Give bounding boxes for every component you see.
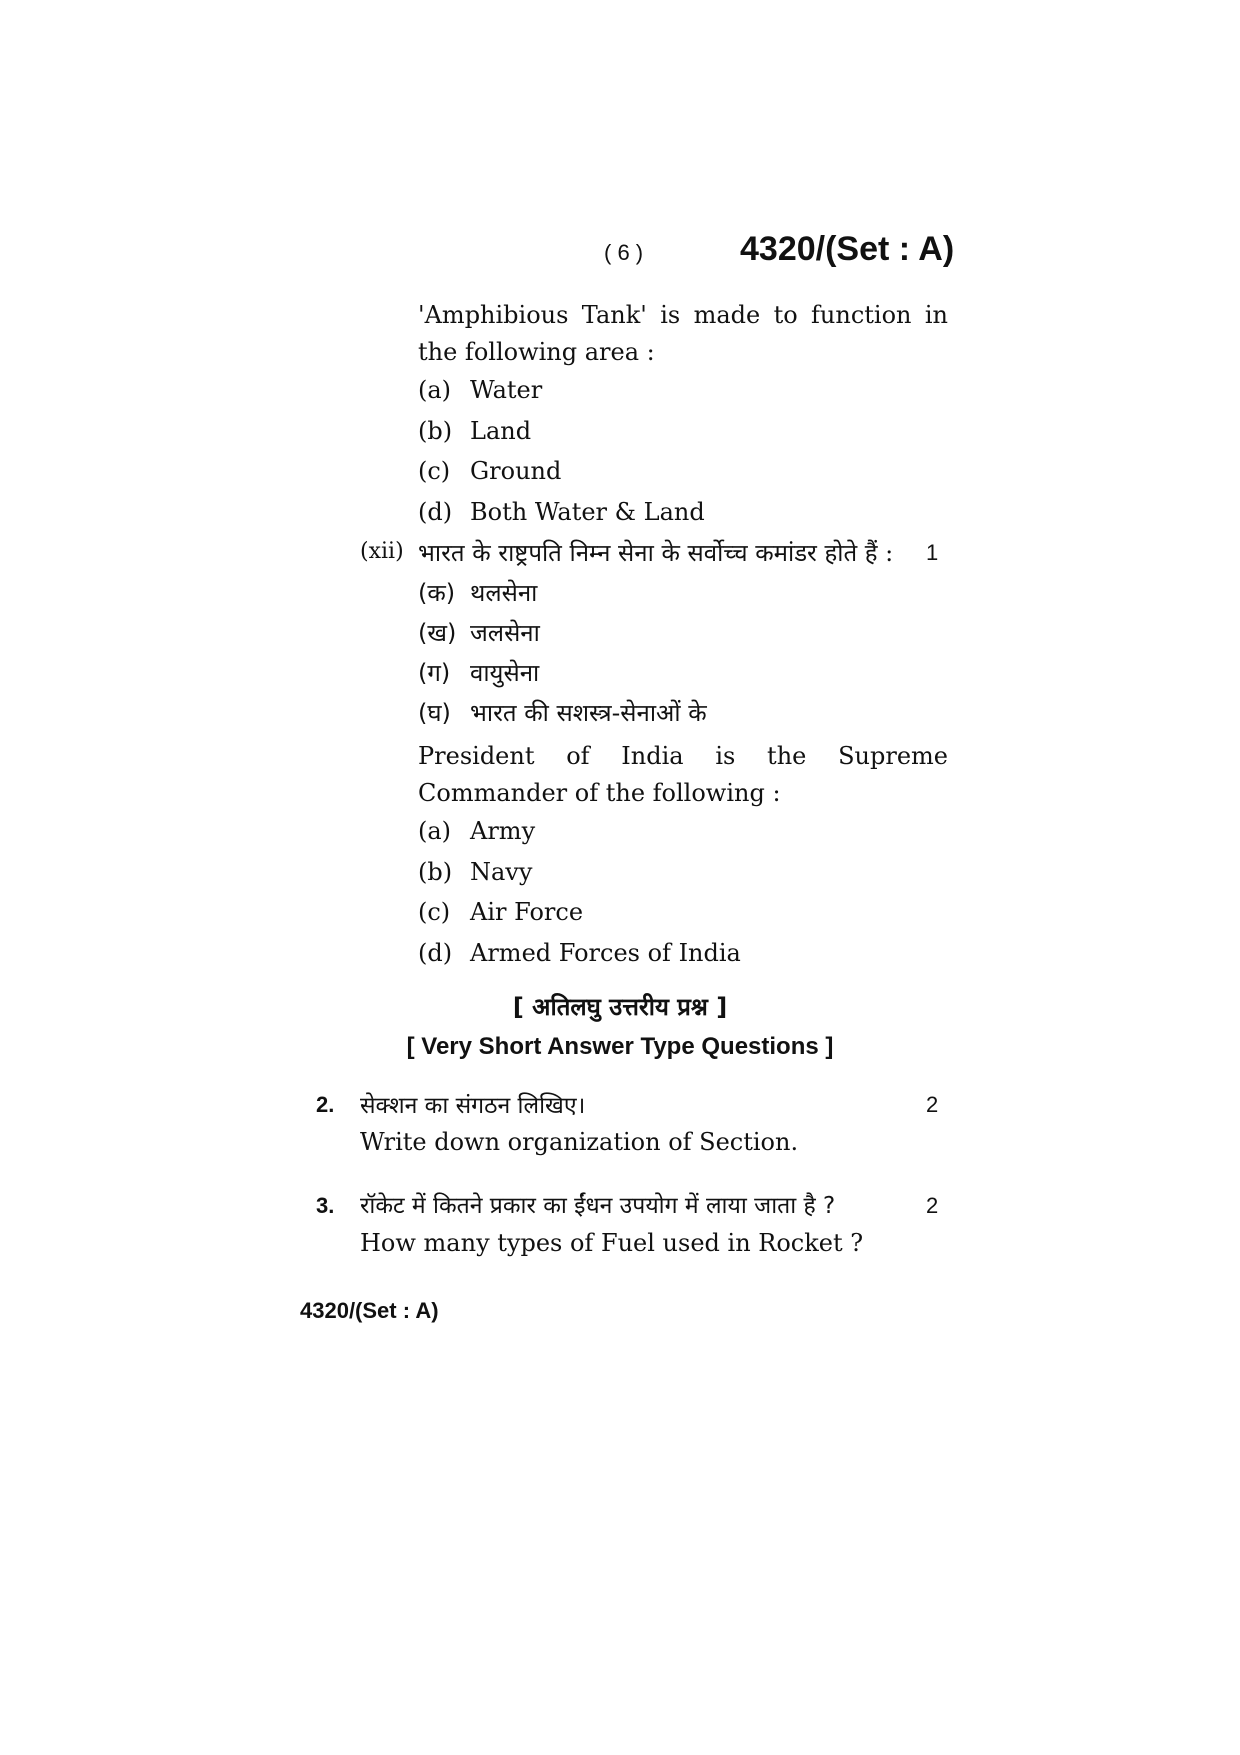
- question-3-number: 3.: [316, 1193, 335, 1218]
- question-xii-hindi: भारत के राष्ट्रपति निम्न सेना के सर्वोच्च कमांडर होते हैं :: [418, 539, 894, 567]
- question-3-marks: 2: [926, 1193, 939, 1218]
- option-d: (d) Armed Forces of India: [418, 939, 741, 967]
- question-xi-line-2: the following area :: [418, 338, 655, 366]
- hindi-option-gha: (घ) भारत की सशस्त्र-सेनाओं के: [418, 699, 707, 727]
- question-xii-english-line-2: Commander of the following :: [418, 779, 781, 807]
- page-number: ( 6 ): [604, 240, 644, 265]
- option-a: (a) Army: [418, 817, 536, 845]
- question-2-marks: 2: [926, 1092, 939, 1117]
- paper-code-header: 4320/(Set : A): [740, 230, 955, 268]
- question-xii-marks: 1: [926, 540, 939, 565]
- hindi-option-kha: (ख) जलसेना: [418, 619, 540, 647]
- question-xii-english-line-1: President of India is the Supreme: [418, 742, 948, 770]
- question-2-number: 2.: [316, 1092, 335, 1117]
- option-d: (d) Both Water & Land: [418, 498, 705, 526]
- question-xii-number: (xii): [360, 539, 404, 564]
- hindi-option-ga: (ग) वायुसेना: [418, 659, 540, 687]
- section-title-hindi: [ अतिलघु उत्तरीय प्रश्न ]: [512, 993, 728, 1021]
- paper-code-footer: 4320/(Set : A): [300, 1298, 439, 1323]
- question-3-hindi: रॉकेट में कितने प्रकार का ईंधन उपयोग में लाया जाता है ?: [360, 1193, 836, 1219]
- option-b: (b) Navy: [418, 858, 533, 886]
- question-2-hindi: सेक्शन का संगठन लिखिए।: [360, 1093, 586, 1119]
- question-xi-line-1: 'Amphibious Tank' is made to function in: [418, 301, 948, 329]
- option-c: (c) Air Force: [418, 898, 584, 926]
- hindi-option-ka: (क) थलसेना: [418, 579, 538, 607]
- question-2-english: Write down organization of Section.: [360, 1128, 799, 1156]
- option-a: (a) Water: [418, 376, 543, 404]
- option-b: (b) Land: [418, 417, 532, 445]
- section-title-english: [ Very Short Answer Type Questions ]: [406, 1033, 834, 1060]
- question-3-english: How many types of Fuel used in Rocket ?: [360, 1229, 864, 1257]
- option-c: (c) Ground: [418, 457, 562, 485]
